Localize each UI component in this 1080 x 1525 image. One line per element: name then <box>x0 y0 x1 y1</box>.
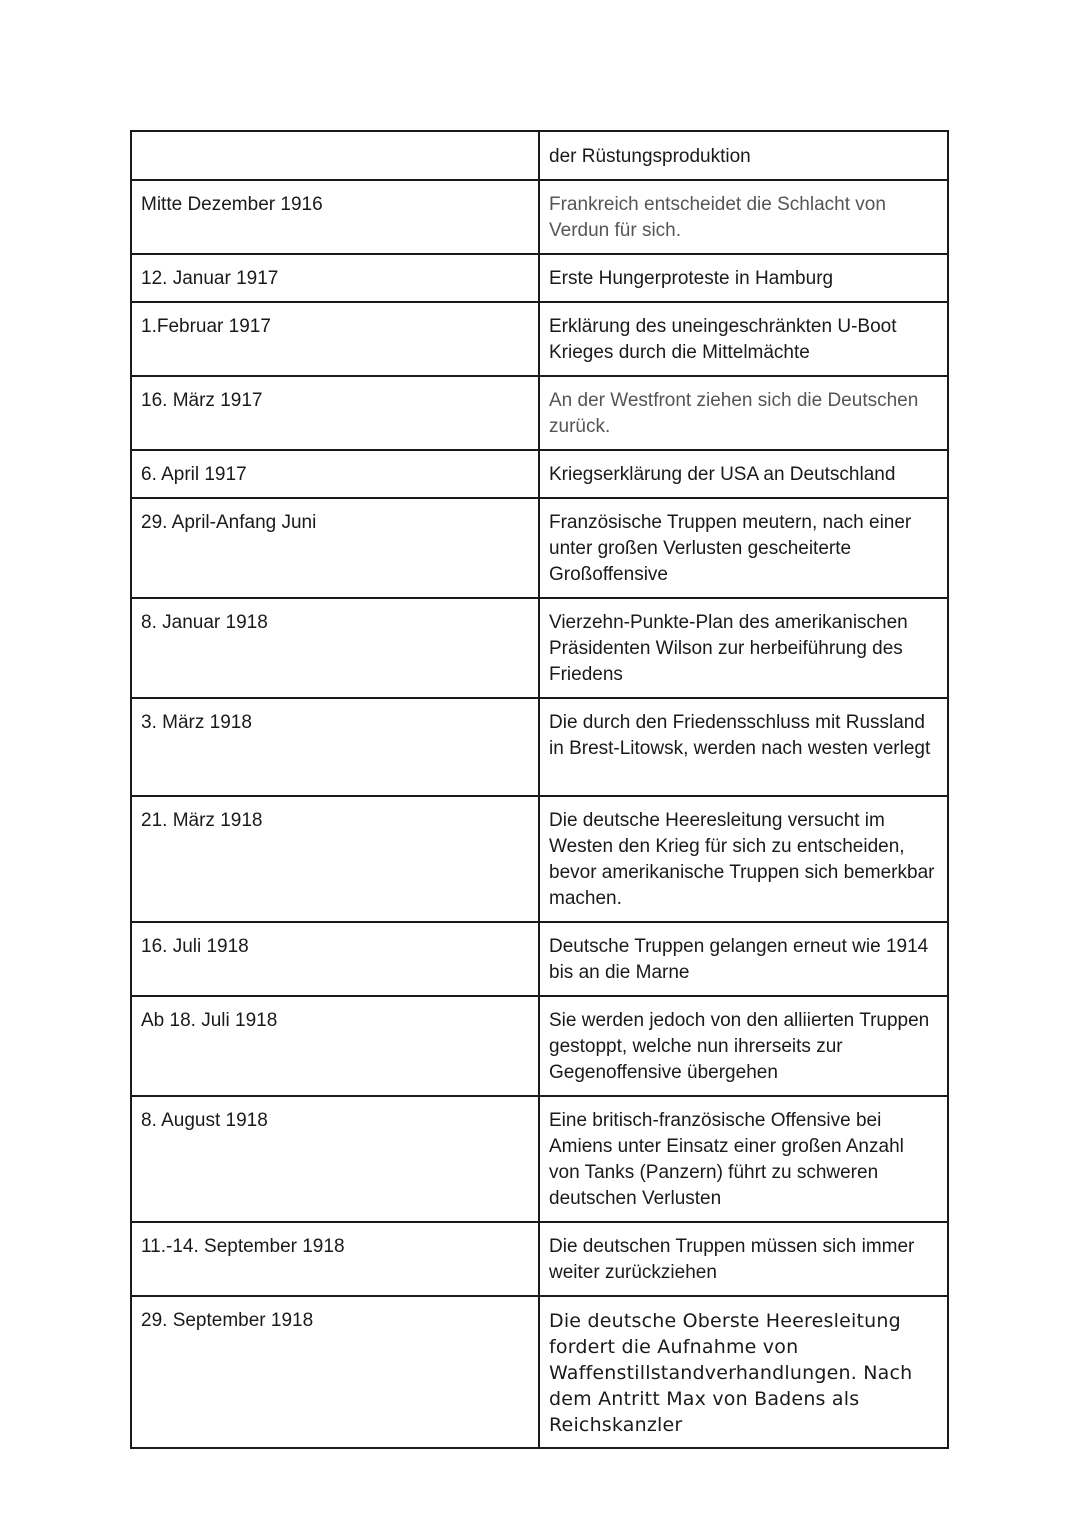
event-cell: An der Westfront ziehen sich die Deutschen zurück. <box>539 376 948 450</box>
event-cell: Die deutsche Oberste Heeresleitung fordert die Aufnahme von Waffenstillstandverhandlungen. Nach dem Antritt Max von Badens als Reichskanzler <box>539 1296 948 1448</box>
date-cell: 6. April 1917 <box>131 450 539 498</box>
date-cell: 1.Februar 1917 <box>131 302 539 376</box>
date-cell: 11.-14. September 1918 <box>131 1222 539 1296</box>
event-cell: Erste Hungerproteste in Hamburg <box>539 254 948 302</box>
table-row <box>131 922 948 996</box>
date-cell: 16. Juli 1918 <box>131 922 539 996</box>
event-cell: Die deutsche Heeresleitung versucht im Westen den Krieg für sich zu entscheiden, bevor amerikanische Truppen sich bemerkbar machen. <box>539 796 948 922</box>
event-cell: Kriegserklärung der USA an Deutschland <box>539 450 948 498</box>
event-cell: der Rüstungsproduktion <box>539 131 948 180</box>
table-row <box>131 1096 948 1222</box>
date-cell: 29. April-Anfang Juni <box>131 498 539 598</box>
date-cell: 16. März 1917 <box>131 376 539 450</box>
table-row <box>131 376 948 450</box>
event-cell: Deutsche Truppen gelangen erneut wie 1914 bis an die Marne <box>539 922 948 996</box>
event-cell: Die durch den Friedensschluss mit Russland in Brest-Litowsk, werden nach westen verlegt <box>539 698 948 796</box>
event-cell: Frankreich entscheidet die Schlacht von Verdun für sich. <box>539 180 948 254</box>
date-cell: 8. Januar 1918 <box>131 598 539 698</box>
event-cell: Französische Truppen meutern, nach einer unter großen Verlusten gescheiterte Großoffensive <box>539 498 948 598</box>
date-cell: Ab 18. Juli 1918 <box>131 996 539 1096</box>
date-cell: 21. März 1918 <box>131 796 539 922</box>
event-cell: Vierzehn-Punkte-Plan des amerikanischen Präsidenten Wilson zur herbeiführung des Friedens <box>539 598 948 698</box>
table-row <box>131 254 948 302</box>
table-row <box>131 796 948 922</box>
event-cell: Erklärung des uneingeschränkten U-Boot Krieges durch die Mittelmächte <box>539 302 948 376</box>
date-cell: 12. Januar 1917 <box>131 254 539 302</box>
date-cell: 8. August 1918 <box>131 1096 539 1222</box>
table-row <box>131 498 948 598</box>
table-row <box>131 1222 948 1296</box>
table-row <box>131 996 948 1096</box>
event-cell: Eine britisch-französische Offensive bei Amiens unter Einsatz einer großen Anzahl von Tanks (Panzern) führt zu schweren deutschen Verlusten <box>539 1096 948 1222</box>
event-cell: Sie werden jedoch von den alliierten Truppen gestoppt, welche nun ihrerseits zur Gegenoffensive übergehen <box>539 996 948 1096</box>
date-cell: 29. September 1918 <box>131 1296 539 1448</box>
table-row <box>131 698 948 796</box>
table-row <box>131 180 948 254</box>
table-row <box>131 598 948 698</box>
date-cell <box>131 131 539 180</box>
table-row <box>131 302 948 376</box>
date-cell: 3. März 1918 <box>131 698 539 796</box>
table-row <box>131 450 948 498</box>
table-row <box>131 131 948 180</box>
event-cell: Die deutschen Truppen müssen sich immer weiter zurückziehen <box>539 1222 948 1296</box>
table-row <box>131 1296 948 1448</box>
date-cell: Mitte Dezember 1916 <box>131 180 539 254</box>
timeline-table <box>130 130 949 1449</box>
